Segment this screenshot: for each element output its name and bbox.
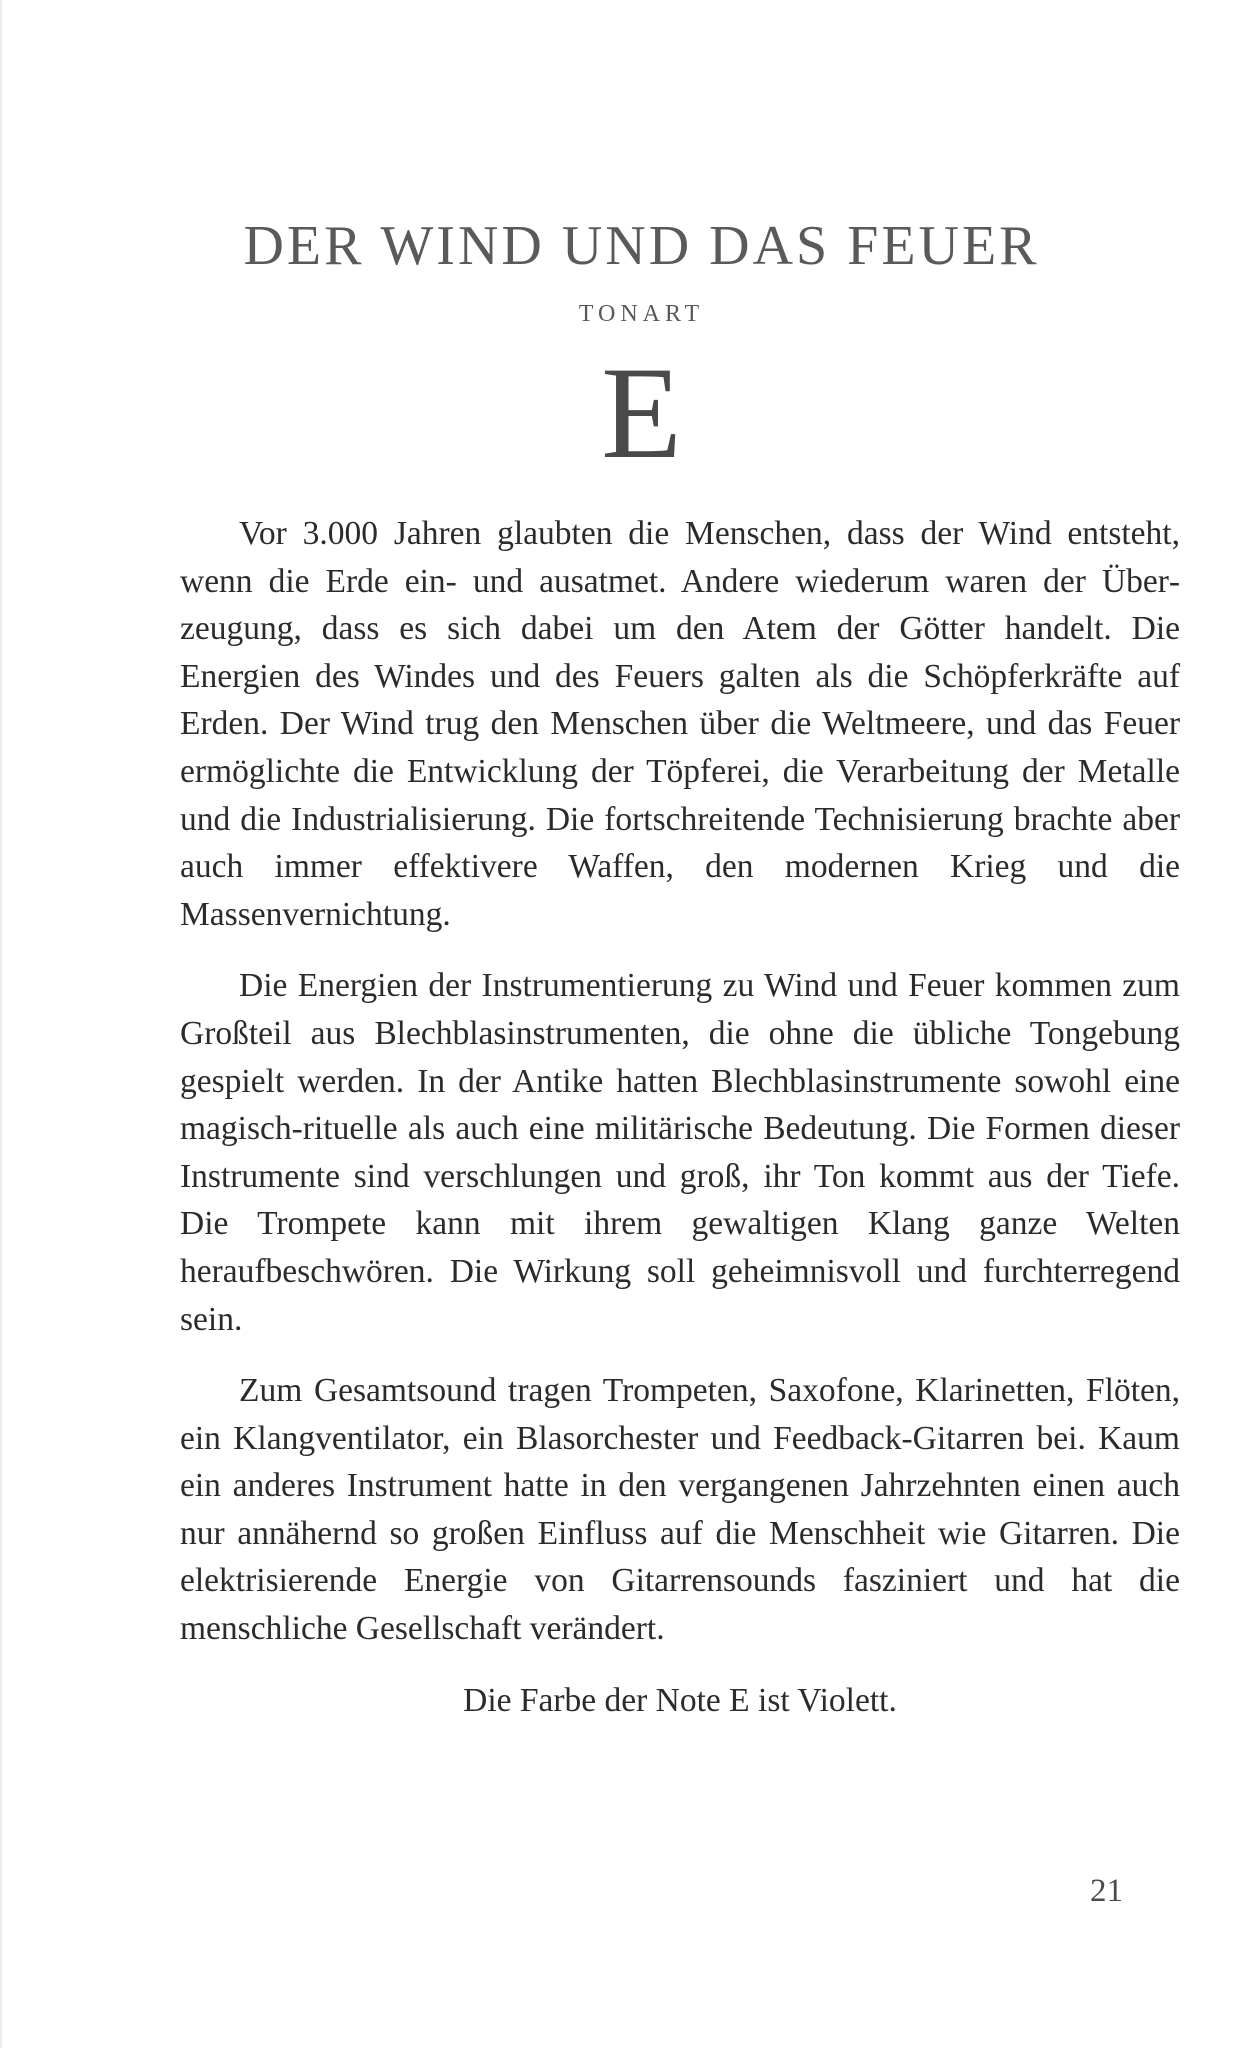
paragraph-1: Vor 3.000 Jahren glaubten die Menschen, dass der Wind entsteht, wenn die Erde ein- und ausatmet. Andere wiederum waren der Überzeugung, dass es sich dabei um den Atem der Götter handelt. Die Energien des Windes und des Feuers galten als die Schöpferkräfte auf Erden. Der Wind trug den Menschen über die Weltmeere, und das Feuer ermöglichte die Entwicklung der Töpferei, die Verarbeitung der Metalle und die Industrialisierung. Die fortschreitende Technisierung brachte aber auch immer effektivere Waffen, den modernen Krieg und die Massenvernichtung. xyxy=(180,515,1180,933)
page-number: 21 xyxy=(1090,1873,1123,1909)
chapter-subtitle: TONART xyxy=(578,301,705,327)
paragraph-3: Zum Gesamtsound tragen Trompeten, Saxofone, Klarinetten, Flöten, ein Klangventilator, ein Blasorchester und Feedback-Gitarren bei. Kaum ein anderes Instrument hatte in den vergangenen Jahrzehnten einen auch nur annähernd so großen Einfluss auf die Menschheit wie Gitarren. Die elektrisierende Energie von Gitarrensounds fasziniert und hat die menschliche Gesellschaft verändert. xyxy=(180,1372,1180,1648)
chapter-title: DER WIND UND DAS FEUER xyxy=(243,215,1040,277)
closing-line: Die Farbe der Note E ist Violett. xyxy=(463,1681,897,1719)
paragraph-2: Die Energien der Instrumentierung zu Wind und Feuer kommen zum Großteil aus Blechblasinstrumenten, die ohne die übliche Tongebung gespielt werden. In der Antike hatten Blechblasinstrumente sowohl eine magisch-rituelle als auch eine militärische Bedeutung. Die Formen dieser Instrumente sind verschlungen und groß, ihr Ton kommt aus der Tiefe. Die Trompete kann mit ihrem gewaltigen Klang ganze Welten heraufbeschwören. Die Wirkung soll geheimnisvoll und furchterregend sein. xyxy=(180,967,1180,1338)
body-text xyxy=(180,510,1180,1724)
key-letter: E xyxy=(601,339,682,486)
